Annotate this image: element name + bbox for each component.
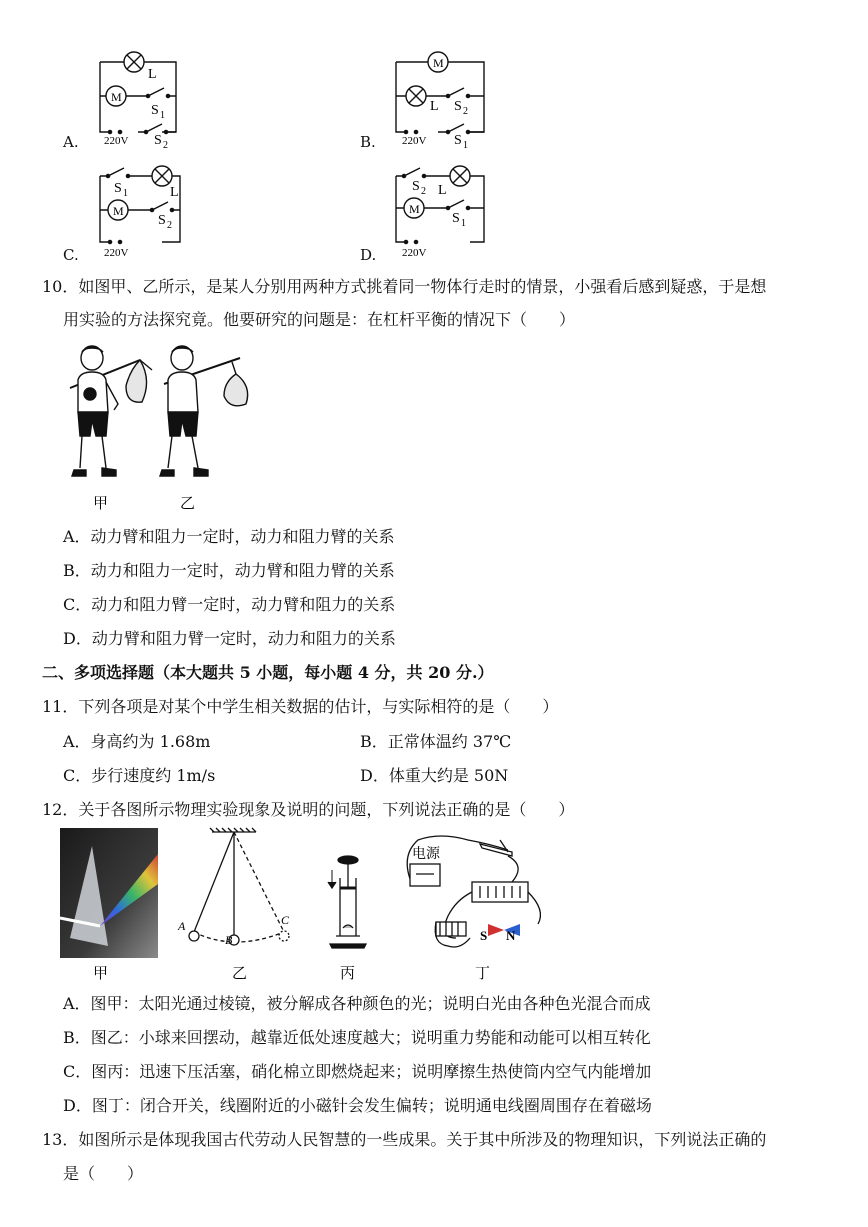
q10-stem-line1: 10．如图甲、乙所示，是某人分别用两种方式挑着同一物体行走时的情景，小强看后感到疑惑，于是想	[42, 277, 767, 296]
prism-photo	[60, 828, 158, 958]
motor-label: M	[409, 202, 420, 216]
lamp-label: L	[170, 185, 179, 200]
compass-s-label: S	[480, 928, 488, 943]
fig-label-ding: 丁	[475, 966, 491, 982]
q11-option-a: A．身高约为 1.68m	[63, 732, 211, 751]
fig-label-yi: 乙	[232, 966, 248, 982]
switch-s2-label: S	[412, 179, 420, 194]
q10-option-c: C．动力和阻力臂一定时，动力臂和阻力的关系	[63, 595, 396, 614]
q9-circuit-d	[388, 160, 498, 260]
q10-option-d: D．动力臂和阻力臂一定时，动力和阻力的关系	[63, 629, 396, 648]
switch-s1-sub: 1	[461, 218, 466, 229]
switch-s2-sub: 2	[167, 220, 172, 231]
piston-apparatus	[328, 856, 366, 948]
q12-figures	[60, 826, 540, 986]
q9-option-b-letter: B.	[360, 133, 376, 151]
q11-option-c: C．步行速度约 1m/s	[63, 766, 216, 785]
switch-s2-label: S	[154, 133, 162, 148]
q12-option-a: A．图甲：太阳光通过棱镜，被分解成各种颜色的光；说明白光由各种色光混合而成	[63, 994, 651, 1013]
q9-circuit-b	[388, 40, 498, 151]
lamp-label: L	[148, 67, 157, 82]
q9-option-c-letter: C.	[63, 246, 79, 264]
fig-label-yi: 乙	[180, 496, 196, 512]
q12-stem: 12．关于各图所示物理实验现象及说明的问题，下列说法正确的是（ ）	[42, 800, 575, 819]
q11-option-b: B．正常体温约 37℃	[360, 732, 512, 751]
q12-option-d: D．图丁：闭合开关，线圈附近的小磁针会发生偏转；说明通电线圈周围存在着磁场	[63, 1096, 652, 1115]
q13-stem-line2: 是（ ）	[63, 1164, 144, 1183]
q11-option-d: D．体重大约是 50N	[360, 766, 509, 785]
pendulum-label-c: C	[281, 913, 290, 927]
compass-north-icon	[488, 924, 504, 936]
lamp-label: L	[430, 99, 439, 114]
switch-s2-sub: 2	[421, 186, 426, 197]
section-title: 二、多项选择题（本大题共 5 小题，每小题 4 分，共 20 分.）	[42, 663, 494, 682]
q9-circuit-c	[88, 160, 198, 260]
q12-option-c: C．图丙：迅速下压活塞，硝化棉立即燃烧起来；说明摩擦生热使筒内空气内能增加	[63, 1062, 652, 1081]
power-source-label: 电源	[412, 847, 440, 862]
switch-s1-label: S	[114, 181, 122, 196]
voltage-label: 220V	[104, 247, 129, 259]
person-yi-illustration	[160, 346, 248, 476]
switch-s2-label: S	[158, 213, 166, 228]
switch-s1-label: S	[452, 211, 460, 226]
switch-s2-sub: 2	[463, 106, 468, 117]
switch-s1-label: S	[454, 133, 462, 148]
pendulum-label-a: A	[178, 919, 186, 933]
switch-s1-sub: 1	[463, 140, 468, 151]
compass-n-label: N	[506, 928, 516, 943]
switch-s1-sub: 1	[160, 110, 165, 121]
q13-stem-line1: 13．如图所示是体现我国古代劳动人民智慧的一些成果。关于其中所涉及的物理知识，下列说法正确的	[42, 1130, 767, 1149]
q10-option-b: B．动力和阻力一定时，动力臂和阻力臂的关系	[63, 561, 395, 580]
fig-label-bing: 丙	[340, 966, 356, 982]
voltage-label: 220V	[402, 247, 427, 259]
switch-s2-sub: 2	[163, 140, 168, 151]
voltage-label: 220V	[104, 135, 129, 147]
motor-label: M	[111, 90, 122, 104]
pendulum-label-b: B	[225, 933, 233, 947]
switch-s1-sub: 1	[123, 188, 128, 199]
fig-label-jia: 甲	[93, 966, 109, 982]
q10-option-a: A．动力臂和阻力一定时，动力和阻力臂的关系	[63, 527, 395, 546]
q9-option-d-letter: D.	[360, 246, 377, 264]
q10-figure	[60, 340, 270, 515]
q10-stem-line2: 用实验的方法探究竟。他要研究的问题是：在杠杆平衡的情况下（ ）	[63, 310, 576, 329]
q9-option-a-letter: A.	[63, 133, 79, 151]
switch-s2-label: S	[454, 99, 462, 114]
voltage-label: 220V	[402, 135, 427, 147]
pendulum-diagram	[189, 828, 289, 945]
lamp-label: L	[438, 183, 447, 198]
person-jia-illustration	[70, 346, 152, 476]
motor-label: M	[433, 56, 444, 70]
q12-option-b: B．图乙：小球来回摆动，越靠近低处速度越大；说明重力势能和动能可以相互转化	[63, 1028, 651, 1047]
q9-circuit-a	[88, 40, 198, 151]
fig-label-jia: 甲	[93, 496, 109, 512]
q11-stem: 11．下列各项是对某个中学生相关数据的估计，与实际相符的是（ ）	[42, 697, 559, 716]
switch-s1-label: S	[151, 103, 159, 118]
motor-label: M	[113, 204, 124, 218]
